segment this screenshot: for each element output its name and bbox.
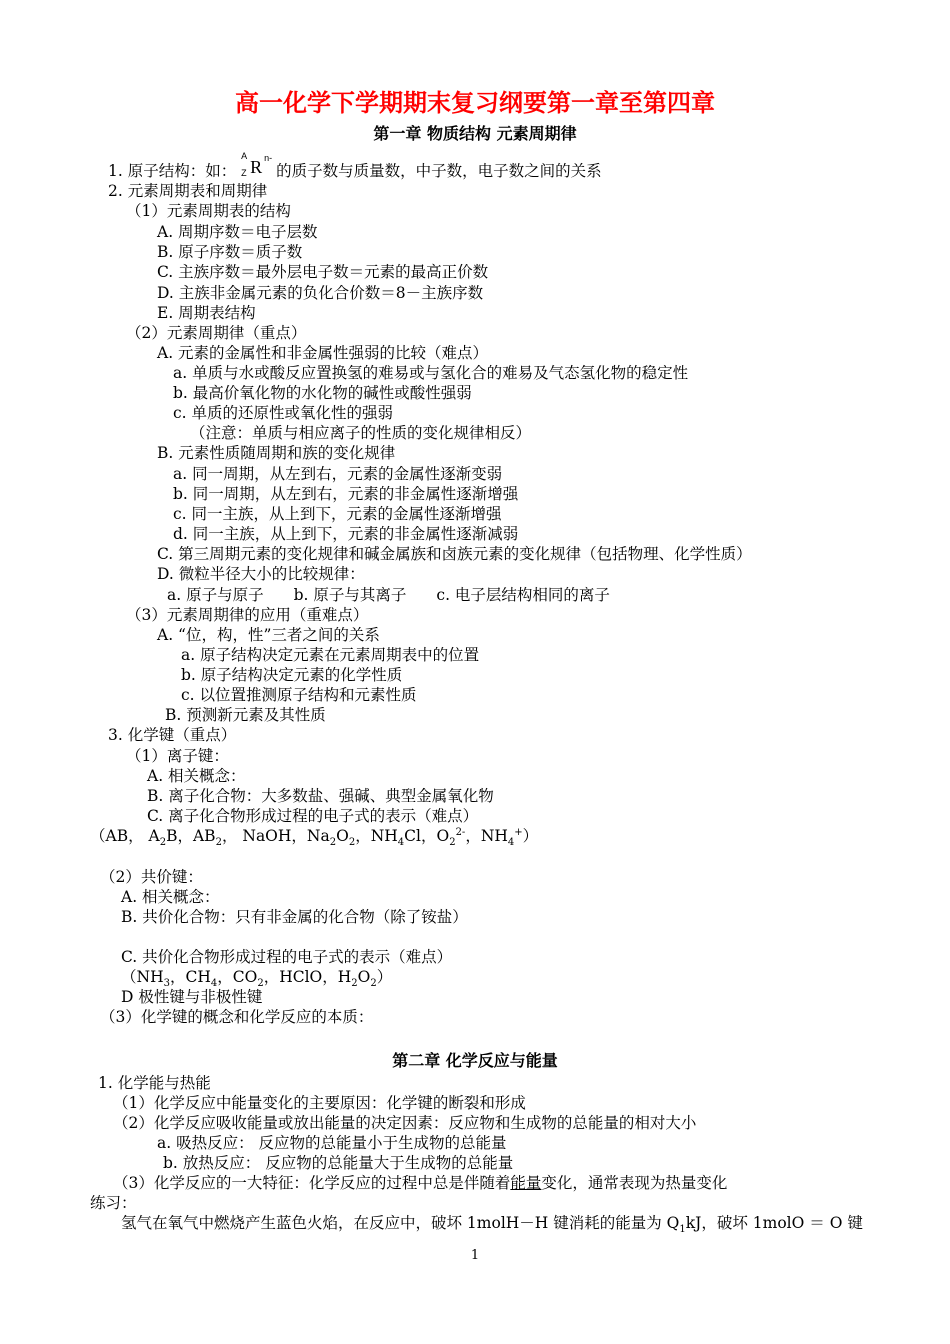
ch1-subpoint: b. 同一周期，从左到右，元素的非金属性逐渐增强 [173,485,519,503]
ch1-point: B. 共价化合物：只有非金属的化合物（除了铵盐） [121,908,468,926]
exercise-text: 氢气在氧气中燃烧产生蓝色火焰，在反应中，破坏 1molH－H 键消耗的能量为 $Q_1kJ$，破坏 1molO ＝ O 键 [121,1214,863,1236]
ch1-point: D 极性键与非极性键 [121,988,263,1006]
ch1-point: A. “位，构，性”三者之间的关系 [157,626,380,644]
ch1-point: C. 第三周期元素的变化规律和碱金属族和卤族元素的变化规律（包括物理、化学性质） [157,545,752,563]
ch1-point: A. 相关概念： [147,767,246,785]
ch1-point: A. 元素的金属性和非金属性强弱的比较（难点） [157,344,489,362]
ch1-sub-ionic: （1）离子键： [126,747,229,765]
ionic-examples: （AB， $A_2B$，$AB_2$， NaOH，$Na_2O_2$，$NH_4Cl$，$O_2^{2-}$，$NH_4^+$） [90,826,539,849]
ch2-point: b. 放热反应： 反应物的总能量大于生成物的总能量 [163,1154,514,1172]
ch1-point: A. 周期序数＝电子层数 [157,223,318,241]
ch1-point: B. 预测新元素及其性质 [165,706,326,724]
ch1-point: B. 元素性质随周期和族的变化规律 [157,444,396,462]
isotope-notation: A Z R n- [241,151,273,178]
ch1-item-2: 2. 元素周期表和周期律 [108,182,268,200]
chapter-2-heading: 第二章 化学反应与能量 [392,1051,558,1070]
ch1-point: D. 主族非金属元素的负化合价数＝8－主族序数 [157,284,484,302]
ch1-sub-1: （1）元素周期表的结构 [126,202,291,220]
exercise-label: 练习： [90,1194,137,1212]
covalent-examples: （$NH_3$，$CH_4$，$CO_2$，HClO，$H_2O_2$） [121,968,393,990]
ch1-subpoint: c. 同一主族，从上到下，元素的金属性逐渐增强 [173,505,502,523]
ch1-subpoint: a. 原子结构决定元素在元素周期表中的位置 [181,646,480,664]
ch1-item-3: 3. 化学键（重点） [108,726,237,744]
ch1-subpoint-row: a. 原子与原子 b. 原子与其离子 c. 电子层结构相同的离子 [167,586,610,604]
ch2-sub: （1）化学反应中能量变化的主要原因：化学键的断裂和形成 [113,1094,526,1112]
page-number: 1 [470,1248,480,1263]
ch1-note: （注意：单质与相应离子的性质的变化规律相反） [190,424,532,442]
ch1-point: C. 共价化合物形成过程的电子式的表示（难点） [121,948,453,966]
ch1-item-1: 1. 原子结构：如： A Z R n- 的质子数与质量数，中子数，电子数之间的关系 [108,151,602,180]
ch1-sub-covalent: （2）共价键： [100,868,203,886]
ch1-subpoint: b. 原子结构决定元素的化学性质 [181,666,403,684]
ch1-point: B. 离子化合物：大多数盐、强碱、典型金属氧化物 [147,787,494,805]
ch2-sub: （2）化学反应吸收能量或放出能量的决定因素：反应物和生成物的总能量的相对大小 [113,1114,697,1132]
document-title: 高一化学下学期期末复习纲要第一章至第四章 [235,89,715,117]
ch2-sub: （3）化学反应的一大特征：化学反应的过程中总是伴随着能量变化，通常表现为热量变化 [113,1174,728,1192]
ch2-point: a. 吸热反应： 反应物的总能量小于生成物的总能量 [157,1134,507,1152]
ch1-subpoint: a. 单质与水或酸反应置换氢的难易或与氢化合的难易及气态氢化物的稳定性 [173,364,689,382]
ch2-item-1: 1. 化学能与热能 [98,1074,211,1092]
ch1-subpoint: c. 单质的还原性或氧化性的强弱 [173,404,394,422]
ch1-subpoint: c. 以位置推测原子结构和元素性质 [181,686,417,704]
ch1-sub-2: （2）元素周期律（重点） [126,324,307,342]
ch1-point: B. 原子序数＝质子数 [157,243,303,261]
ch1-point: E. 周期表结构 [157,304,256,322]
ch1-point: A. 相关概念： [121,888,220,906]
ch1-point: C. 主族序数＝最外层电子数＝元素的最高正价数 [157,263,489,281]
ch1-subpoint: b. 最高价氧化物的水化物的碱性或酸性强弱 [173,384,472,402]
ch1-point: C. 离子化合物形成过程的电子式的表示（难点） [147,807,479,825]
ch1-point: D. 微粒半径大小的比较规律： [157,565,365,583]
ch1-subpoint: d. 同一主族，从上到下，元素的非金属性逐渐减弱 [173,525,519,543]
ch1-subpoint: a. 同一周期，从左到右，元素的金属性逐渐变弱 [173,465,503,483]
ch1-sub-3: （3）元素周期律的应用（重难点） [126,606,369,624]
ch1-sub-bond-essence: （3）化学键的概念和化学反应的本质： [100,1008,374,1026]
chapter-1-heading: 第一章 物质结构 元素周期律 [373,124,577,143]
